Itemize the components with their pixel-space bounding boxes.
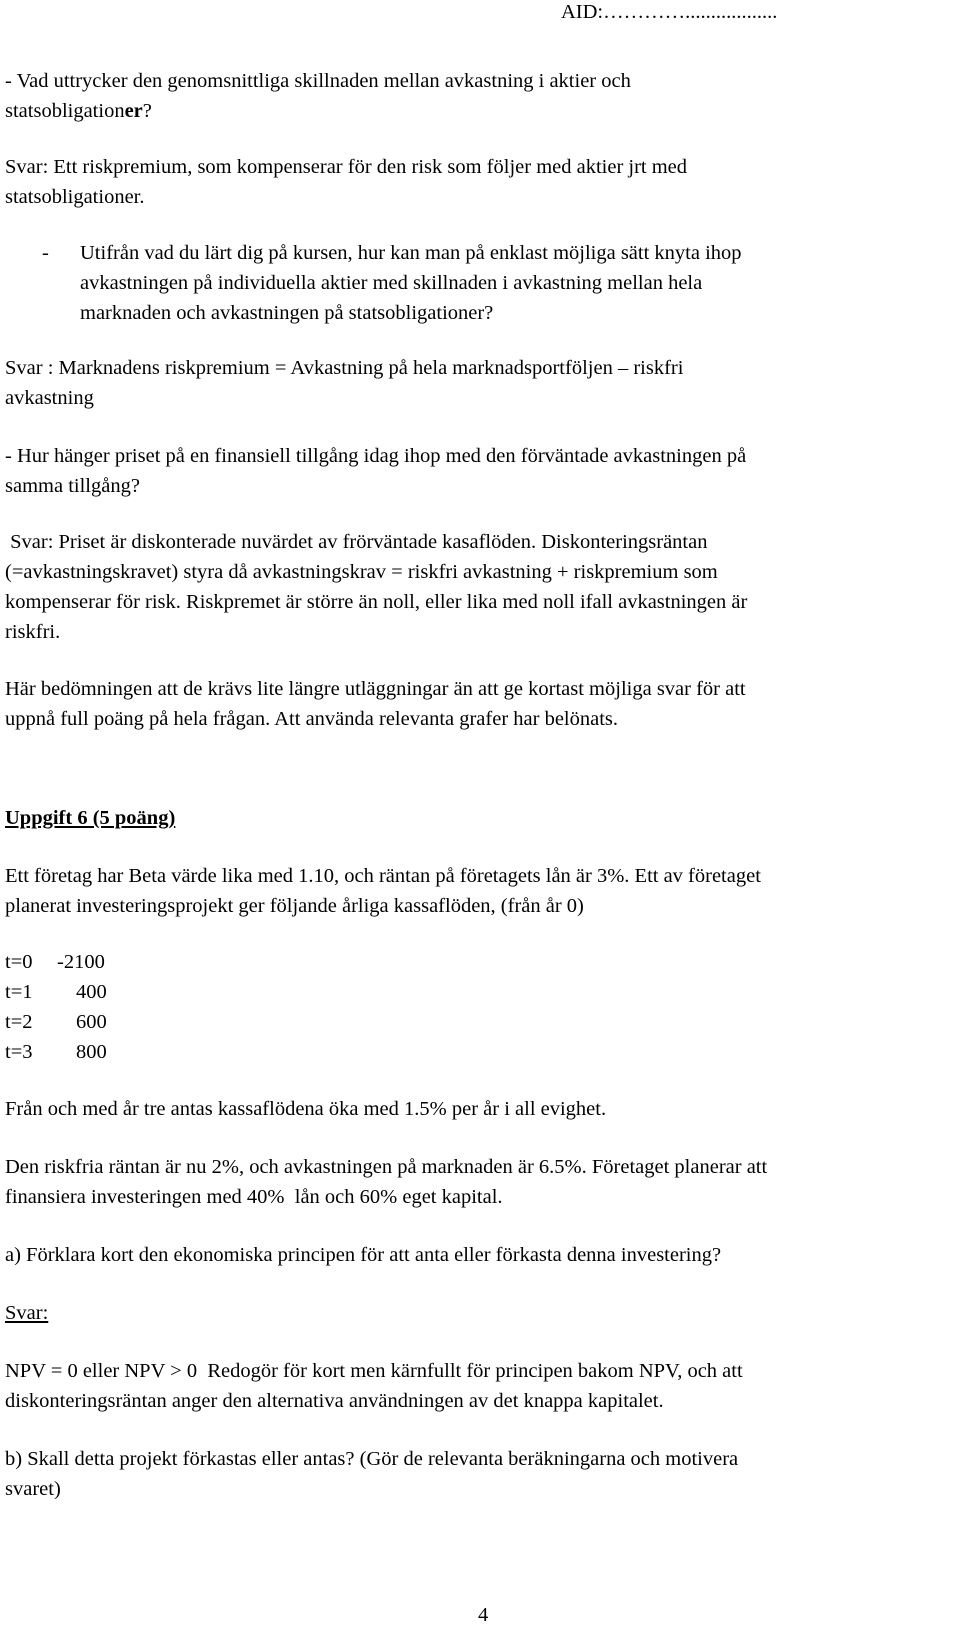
list-dash: - bbox=[42, 242, 49, 264]
answer-line: kompenserar för risk. Riskpremet är större än noll, eller lika med noll ifall avkastningen är bbox=[5, 591, 748, 613]
answer-line: Svar : Marknadens riskpremium = Avkastning på hela marknadsportföljen – riskfri bbox=[5, 357, 684, 379]
answer-line: avkastning bbox=[5, 387, 94, 409]
question-mark: ? bbox=[142, 100, 152, 122]
cashflow-value: 400 bbox=[76, 981, 107, 1003]
answer-line: riskfri. bbox=[5, 621, 61, 643]
answer-line: statsobligationer. bbox=[5, 186, 145, 208]
answer-label: Svar: bbox=[5, 1302, 49, 1324]
cashflow-period: t=1 bbox=[5, 981, 33, 1003]
aid-field: AID:………….................. bbox=[561, 1, 778, 23]
question-line: - Vad uttrycker den genomsnittliga skillnaden mellan avkastning i aktier och bbox=[5, 70, 631, 92]
answer-line: (=avkastningskravet) styra då avkastningskrav = riskfri avkastning + riskpremium som bbox=[5, 561, 718, 583]
cashflow-value: -2100 bbox=[57, 951, 105, 973]
subquestion-b: b) Skall detta projekt förkastas eller antas? (Gör de relevanta beräkningarna och motivera bbox=[5, 1448, 739, 1470]
question-line: Utifrån vad du lärt dig på kursen, hur kan man på enklast möjliga sätt knyta ihop bbox=[80, 242, 742, 264]
answer-line: diskonteringsräntan anger den alternativa användningen av det knappa kapitalet. bbox=[5, 1390, 664, 1412]
cashflow-period: t=2 bbox=[5, 1011, 33, 1033]
page-number: 4 bbox=[478, 1604, 489, 1626]
task-heading: Uppgift 6 (5 poäng) bbox=[5, 807, 176, 829]
cashflow-value: 600 bbox=[76, 1011, 107, 1033]
grading-note-line: Här bedömningen att de krävs lite längre utläggningar än att ge kortast möjliga svar för att bbox=[5, 678, 746, 700]
question-line: marknaden och avkastningen på statsobligationer? bbox=[80, 302, 494, 324]
growth-assumption: Från och med år tre antas kassaflödena öka med 1.5% per år i all evighet. bbox=[5, 1098, 607, 1120]
rates-line: Den riskfria räntan är nu 2%, och avkastningen på marknaden är 6.5%. Företaget planerar att bbox=[5, 1156, 768, 1178]
question-text: statsobligation bbox=[5, 100, 125, 122]
cashflow-value: 800 bbox=[76, 1041, 107, 1063]
answer-line: NPV = 0 eller NPV > 0 Redogör för kort men kärnfullt för principen bakom NPV, och att bbox=[5, 1360, 743, 1382]
task-intro-line: Ett företag har Beta värde lika med 1.10, och räntan på företagets lån är 3%. Ett av företaget bbox=[5, 865, 761, 887]
question-line: samma tillgång? bbox=[5, 475, 140, 497]
task-intro-line: planerat investeringsprojekt ger följande årliga kassaflöden, (från år 0) bbox=[5, 895, 584, 917]
answer-line: Svar: Ett riskpremium, som kompenserar för den risk som följer med aktier jrt med bbox=[5, 156, 688, 178]
question-line: - Hur hänger priset på en finansiell tillgång idag ihop med den förväntade avkastningen på bbox=[5, 445, 747, 467]
grading-note-line: uppnå full poäng på hela frågan. Att använda relevanta grafer har belönats. bbox=[5, 708, 619, 730]
rates-line: finansiera investeringen med 40% lån och 60% eget kapital. bbox=[5, 1186, 503, 1208]
question-line: avkastningen på individuella aktier med skillnaden i avkastning mellan hela bbox=[80, 272, 703, 294]
question-line bbox=[5, 99, 152, 123]
subquestion-b: svaret) bbox=[5, 1478, 61, 1500]
cashflow-period: t=3 bbox=[5, 1041, 33, 1063]
answer-line: Svar: Priset är diskonterade nuvärdet av frörväntade kasaflöden. Diskonteringsräntan bbox=[5, 531, 708, 553]
cashflow-period: t=0 bbox=[5, 951, 33, 973]
question-text-bold: er bbox=[124, 100, 143, 122]
subquestion-a: a) Förklara kort den ekonomiska principen för att anta eller förkasta denna investering? bbox=[5, 1244, 722, 1266]
